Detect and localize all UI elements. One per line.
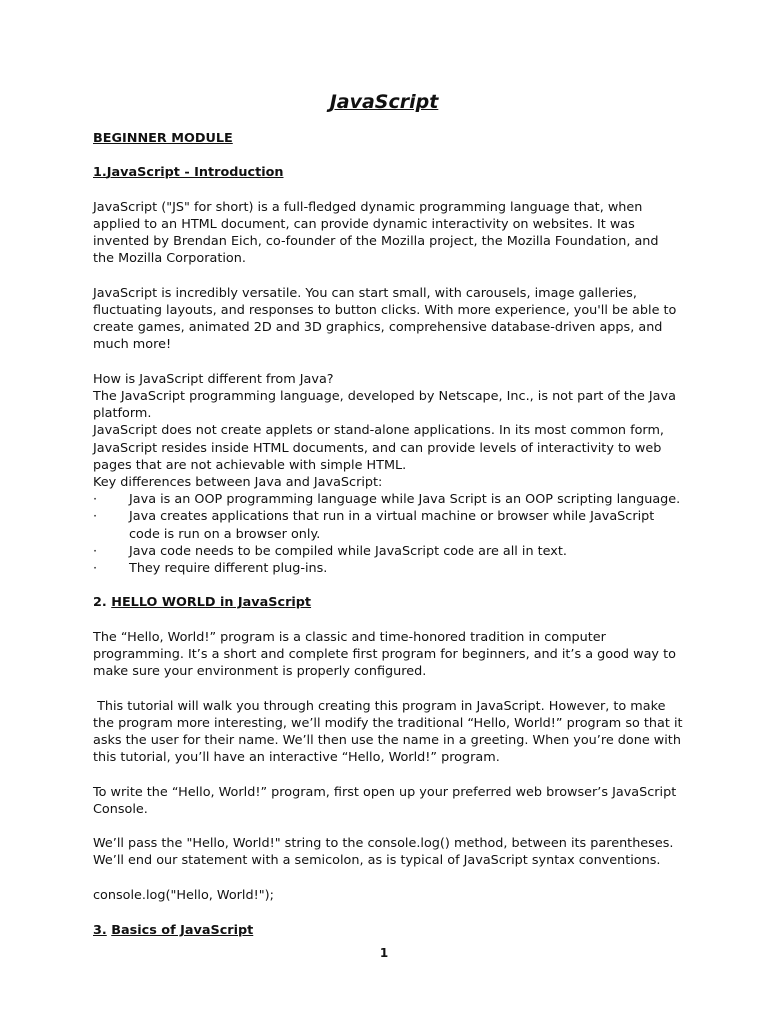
section-3-heading [93, 922, 683, 939]
bullet-item [93, 560, 683, 577]
bullet-text: They require different plug-ins. [129, 561, 328, 577]
bullet-mark: · [93, 561, 98, 577]
bullet-item [93, 491, 683, 508]
document-body [93, 130, 687, 939]
bullet-mark: · [93, 492, 98, 508]
section-1-line: JavaScript does not create applets or stand-alone applications. In its most common form, JavaScript resides inside HTML documents, and can provide levels of interactivity to web pages that are not achievable with simple HTML. [93, 423, 664, 473]
page-number: 1 [379, 946, 389, 960]
section-2-paragraph: To write the “Hello, World!” program, first open up your preferred web browser’s JavaScript Console. [93, 784, 677, 817]
bullet-text: Java code needs to be compiled while JavaScript code are all in text. [129, 543, 567, 559]
section-1-heading [93, 164, 683, 181]
section-1-line: Key differences between Java and JavaScript: [93, 475, 383, 490]
section-2-number: 2. [93, 595, 107, 611]
section-1-line: The JavaScript programming language, developed by Netscape, Inc., is not part of the Java platform. [93, 388, 676, 422]
section-2-paragraph: This tutorial will walk you through creating this program in JavaScript. However, to make the program more interesting, we’ll modify the traditional “Hello, World!” program so that it asks the user for their name. We’ll then use the name in a greeting. When you’re done with this tutorial, you’ll have an interactive “Hello, World!” program. [93, 698, 687, 766]
bullet-text: Java creates applications that run in a virtual machine or browser while JavaScript code is run on a browser only. [129, 509, 655, 542]
section-1-number: 1. [93, 165, 107, 181]
section-1-question: How is JavaScript different from Java? [93, 371, 334, 387]
section-2-paragraph: The “Hello, World!” program is a classic and time-honored tradition in computer programming. It’s a short and complete first program for beginners, and it’s a good way to make sure your environment is properly configured. [93, 629, 676, 680]
section-2-title: HELLO WORLD in JavaScript [111, 595, 312, 611]
bullet-mark: · [93, 543, 98, 559]
document-title: JavaScript [329, 91, 439, 113]
section-3-title: Basics of JavaScript [111, 922, 254, 938]
section-3-number: 3. [93, 922, 107, 938]
section-1-paragraph: JavaScript is incredibly versatile. You can start small, with carousels, image galleries, fluctuating layouts, and responses to button clicks. With more experience, you'll be able to create games, animated 2D and 3D graphics, comprehensive database-driven apps, and much more! [93, 285, 677, 353]
bullet-item [93, 508, 683, 542]
section-2-heading [93, 594, 683, 611]
module-heading: BEGINNER MODULE [93, 131, 233, 146]
bullet-mark: · [93, 509, 98, 525]
section-1-paragraph: JavaScript ("JS" for short) is a full-fledged dynamic programming language that, when applied to an HTML document, can provide dynamic interactivity on websites. It was invented by Brendan Eich, co-founder of the Mozilla project, the Mozilla Foundation, and the Mozilla Corporation. [93, 199, 659, 267]
section-1-title: JavaScript - Introduction [106, 165, 284, 181]
code-example: console.log("Hello, World!"); [93, 887, 274, 903]
section-2-paragraph: We’ll pass the "Hello, World!" string to the console.log() method, between its parentheses. We’ll end our statement with a semicolon, as is typical of JavaScript syntax conventions. [93, 836, 674, 869]
bullet-text: Java is an OOP programming language while Java Script is an OOP scripting language. [129, 492, 681, 508]
bullet-item [93, 543, 683, 560]
